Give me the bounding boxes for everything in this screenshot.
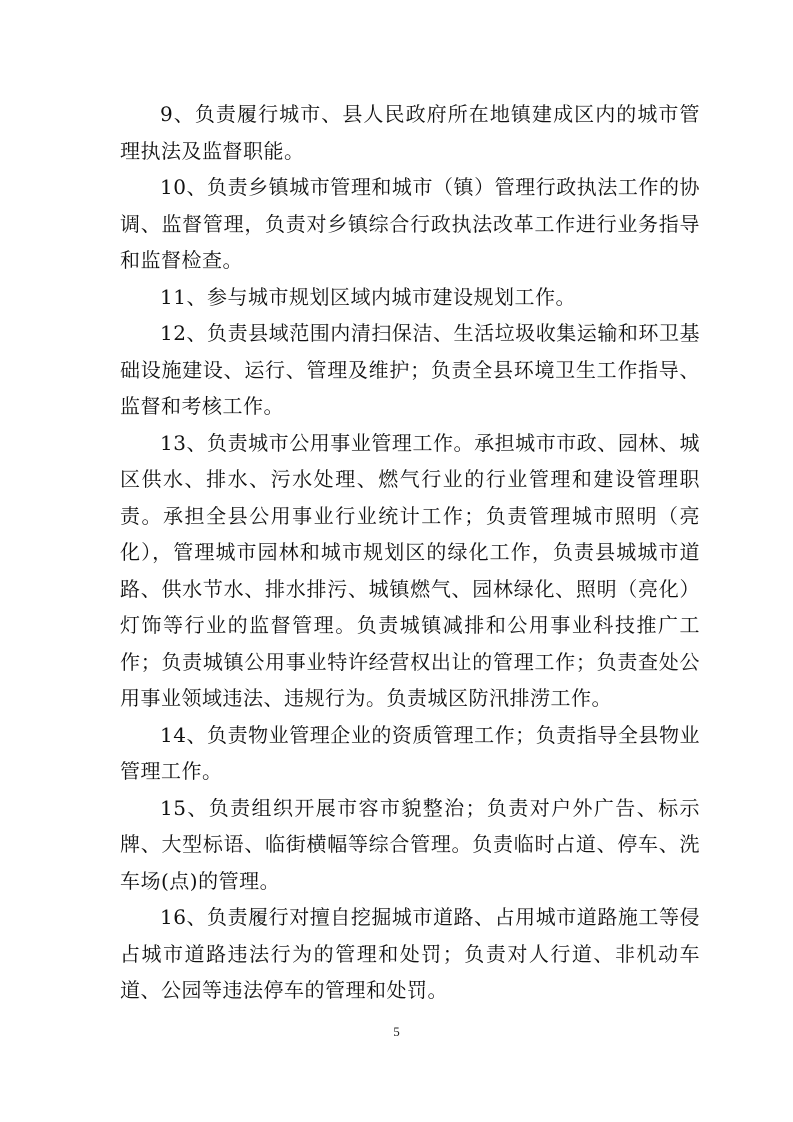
paragraph-item-10: 10、负责乡镇城市管理和城市（镇）管理行政执法工作的协调、监督管理，负责对乡镇综合行政执法改革工作进行业务指导和监督检查。 bbox=[120, 175, 700, 272]
paragraph-item-13: 13、负责城市公用事业管理工作。承担城市市政、园林、城区供水、排水、污水处理、燃气行业的行业管理和建设管理职责。承担全县公用事业行业统计工作；负责管理城市照明（亮化），管理城市园林和城市规划区的绿化工作，负责县城城市道路、供水节水、排水排污、城镇燃气、园林绿化、照明（亮化）灯饰等行业的监督管理。负责城镇减排和公用事业科技推广工作；负责城镇公用事业特许经营权出让的管理工作；负责查处公用事业领域违法、违规行为。负责城区防汛排涝工作。 bbox=[120, 430, 700, 710]
paragraph-item-11: 11、参与城市规划区域内城市建设规划工作。 bbox=[160, 284, 576, 309]
paragraph-item-9: 9、负责履行城市、县人民政府所在地镇建成区内的城市管理执法及监督职能。 bbox=[120, 102, 700, 163]
page-number: 5 bbox=[393, 1024, 400, 1039]
paragraph-item-15: 15、负责组织开展市容市貌整治；负责对户外广告、标示牌、大型标语、临街横幅等综合管理。负责临时占道、停车、洗车场(点)的管理。 bbox=[120, 795, 700, 893]
paragraph-item-12: 12、负责县域范围内清扫保洁、生活垃圾收集运输和环卫基础设施建设、运行、管理及维护；负责全县环境卫生工作指导、监督和考核工作。 bbox=[120, 321, 700, 418]
paragraph-item-16: 16、负责履行对擅自挖掘城市道路、占用城市道路施工等侵占城市道路违法行为的管理和处罚；负责对人行道、非机动车道、公园等违法停车的管理和处罚。 bbox=[120, 905, 700, 1002]
document-body bbox=[120, 96, 700, 1009]
paragraph-item-14: 14、负责物业管理企业的资质管理工作；负责指导全县物业管理工作。 bbox=[120, 722, 700, 783]
